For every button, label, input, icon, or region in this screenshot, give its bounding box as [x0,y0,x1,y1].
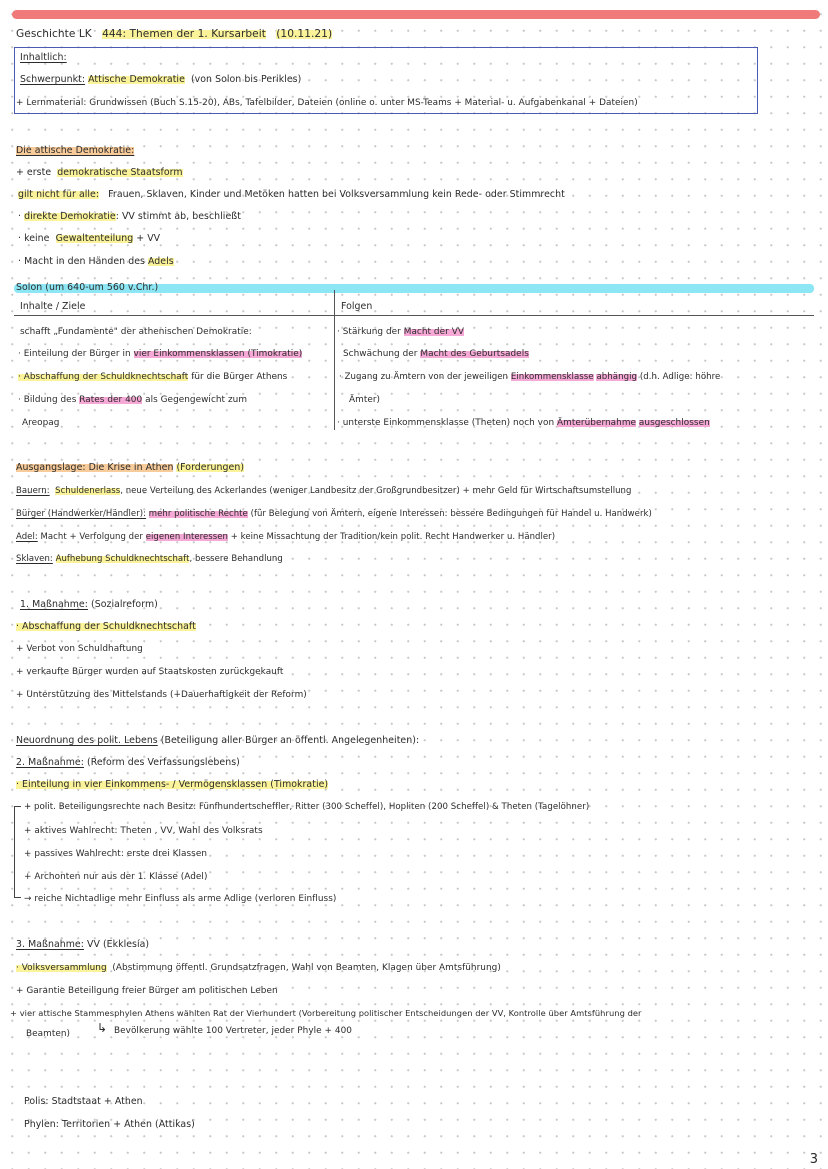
solon-right-r2-pre: Schwächung der [343,349,418,359]
bauern-rest: , neue Verteilung des Ackerlandes (weniger Landbesitz der Großgrundbesitzer) + mehr Geld für Wirtschaftsumstellung [120,486,632,496]
massnahme1-line-2: + Verbot von Schuldhaftung [16,644,143,654]
timokratie-bracket [14,806,21,898]
solon-left-row-3 [18,371,287,383]
massnahme3-l1-rest: (Abstimmung öffentl. Grundsatzfragen, Wahl von Beamten, Klagen über Amtsführung) [112,963,501,973]
header-subject: Geschichte LK [16,28,92,40]
demokratie-l1-pre: + erste [16,167,52,178]
neuordnung-u: Neuordnung des polit. Lebens [16,735,158,746]
top-color-bar [12,10,820,19]
demokratie-l2-rest: Frauen, Sklaven, Kinder und Metöken hatten bei Volksversammlung kein Rede- oder Stimmrecht [108,189,565,200]
demokratie-l3-hl: direkte Demokratie [24,211,116,222]
solon-right-r3-hl2: abhängig [596,372,638,382]
massnahme2-line-2: + polit. Beteiligungsrechte nach Besitz: Fünfhundertscheffler, Ritter (300 Scheffel), Hopliten (200 Scheffel) & Theten (Tagelöhner) [24,802,590,812]
sklaven-rest: , bessere Behandlung [189,554,283,564]
glossar-phylen: Phylen: Territorien + Athen (Attikas) [24,1119,195,1130]
demokratie-l2-hl: gilt nicht für alle: [18,189,100,200]
solon-left-r3-rest: für die Bürger Athens [191,372,288,382]
solon-right-r3-pre: · Zugang zu Ämtern von der jeweiligen [339,372,509,382]
demokratie-heading [16,145,134,157]
buerger-hl: mehr politische Rechte [148,509,248,519]
adel-rest: + keine Missachtung der Tradition/kein polit. Recht Handwerker u. Händler) [230,532,556,542]
ausgang-heading-rest: (Forderungen) [176,462,245,473]
solon-right-r5-pre: · unterste Einkommensklasse (Theten) noch von [337,418,555,428]
massnahme3-heading [16,939,149,951]
sklaven-label: Sklaven: [16,554,53,564]
solon-right-r1-hl: Macht der VV [403,327,464,337]
table-col-right-header: Folgen [341,301,373,312]
massnahme1-heading [20,599,158,611]
solon-right-r3-rest: (d.h. Adlige: höhre [639,372,721,382]
massnahme2-line-6: → reiche Nichtadlige mehr Einfluss als arme Adlige (verloren Einfluss) [24,894,337,904]
demokratie-l4-pre: keine [24,233,50,244]
bauern-hl: Schuldenerlass [55,486,121,496]
focus-rest: (von Solon bis Perikles) [190,74,302,85]
massnahme1-line-4: + Unterstützung des Mittelstands (+Dauerhaftigkeit der Reform) [16,690,307,700]
demokratie-heading-text: Die attische Demokratie: [16,145,135,156]
solon-right-r5-hl1: Ämterübernahme [557,418,637,428]
solon-right-r3-hl1: Einkommensklasse [510,372,594,382]
massnahme2-line-5: + Archonten nur aus der 1. Klasse (Adel) [24,872,208,882]
massnahme2-line-1 [16,779,328,791]
ausgang-heading-hl: Ausgangslage: Die Krise in Athen [16,462,174,473]
demokratie-l3-rest: : VV stimmt ab, beschließt [115,211,241,222]
solon-left-row-4 [18,394,247,406]
table-col-left-header: Inhalte / Ziele [20,301,86,312]
demokratie-l5-pre: Macht in den Händen des [24,256,145,267]
massnahme2-heading-u: 2. Maßnahme: [16,757,84,768]
massnahme1-l1-hl: · Abschaffung der Schuldknechtschaft [16,621,196,632]
solon-left-row-1: schafft „Fundamente" der athenischen Demokratie: [20,327,252,337]
solon-left-r4-rest: als Gegengewicht zum [145,395,248,405]
massnahme2-l6-text: reiche Nichtadlige mehr Einfluss als arme Adlige (verloren Einfluss) [34,894,337,904]
massnahme3-line-4-pre: Beamten) [26,1029,71,1039]
ausgang-adel [16,531,555,543]
demokratie-line-2 [18,189,565,201]
demokratie-line-1 [16,167,183,179]
massnahme3-line-3: + vier attische Stammesphylen Athens wählten Rat der Vierhundert (Vorbereitung politischer Entscheidungen der VV, Kontrolle über Amtsführung der [10,1008,642,1018]
massnahme3-line-4-post: Bevölkerung wählte 100 Vertreter, jeder Phyle + 400 [114,1026,352,1036]
massnahme1-heading-u: 1. Maßnahme: [20,599,88,610]
ausgang-sklaven [16,553,283,565]
demokratie-line-5: · Macht in den Händen des Adels [18,256,174,267]
ausgang-buerger [16,508,652,520]
buerger-label: Bürger (Handwerker/Händler): [16,509,147,519]
massnahme3-l1-hl: · Volksversammlung [16,963,107,973]
demokratie-l4-hl: Gewaltenteilung [55,233,134,244]
solon-right-row-2 [343,348,529,360]
adel-hl: eigenen Interessen [145,532,228,542]
neuordnung-rest: (Beteiligung aller Bürger an öffentl. Angelegenheiten): [160,735,420,746]
massnahme3-line-2: + Garantie Beteiligung freier Bürger am politischen Leben [16,986,278,996]
solon-heading: Solon (um 640-um 560 v.Chr.) [16,282,159,293]
content-heading: Inhaltlich: [20,52,67,63]
ausgang-heading [16,462,244,474]
solon-left-r2-hl: vier Einkommensklassen (Timokratie) [133,349,303,359]
glossar-polis: Polis: Stadtstaat + Athen [24,1096,143,1107]
massnahme3-line-1 [16,962,501,974]
adel-pre: Macht + Verfolgung der [40,532,143,542]
demokratie-l4-rest: + VV [136,233,161,244]
bauern-label: Bauern: [16,486,50,496]
solon-right-row-1 [337,326,464,338]
demokratie-line-4: · keine Gewaltenteilung + VV [18,233,161,244]
page-header [16,28,332,40]
solon-left-r4-pre: · Bildung des [18,395,77,405]
massnahme3-heading-rest: VV (Ekklesía) [86,939,150,950]
header-unit: 444: Themen der 1. Kursarbeit [102,28,266,40]
adel-label: Adel: [16,532,38,542]
massnahme2-l1-hl: · Einteilung in vier Einkommens- / Vermögensklassen (Timokratie) [16,779,329,790]
sklaven-hl: Aufhebung Schuldknechtschaft [55,554,190,564]
solon-right-r1-pre: · Stärkung der [337,327,401,337]
massnahme1-line-1 [16,621,196,633]
buerger-rest: (für Belegung von Ämtern, eigene Interessen: bessere Bedingungen für Handel u. Handwerk) [250,509,652,519]
massnahme1-line-3: + verkaufte Bürger wurden auf Staatskosten zurückgekauft [16,667,284,677]
solon-left-r4-hl: Rates der 400 [79,395,143,405]
page-number: 3 [809,1152,818,1167]
solon-right-r2-hl: Macht des Geburtsadels [420,349,529,359]
massnahme2-heading-rest: (Reform des Verfassungslebens) [86,757,240,768]
table-header-divider [14,315,814,316]
massnahme3-heading-u: 3. Maßnahme: [16,939,84,950]
ausgang-bauern [16,485,631,497]
massnahme2-heading [16,757,240,769]
solon-left-row-5: Areopag [22,418,60,428]
solon-right-row-3 [339,371,720,383]
solon-left-r3-hl: · Abschaffung der Schuldknechtschaft [18,372,189,382]
neuordnung-line [16,735,419,747]
solon-right-r5-hl2: ausgeschlossen [638,418,710,428]
massnahme2-line-3: + aktives Wahlrecht: Theten , VV, Wahl des Volksrats [24,826,263,836]
demokratie-line-3: · direkte Demokratie: VV stimmt ab, beschließt [18,211,241,222]
demokratie-l5-hl: Adels [147,256,174,267]
solon-left-row-2 [18,348,302,360]
demokratie-l1-hl: demokratische Staatsform [57,167,183,178]
material-line: + Lernmaterial: Grundwissen (Buch S.15-20), ABs, Tafelbilder, Dateien (online o. unter MS-Teams + Material- u. Aufgabenkanal + Dateien) [16,98,638,108]
table-column-divider [334,290,335,430]
solon-left-r2-pre: · Einteilung der Bürger in [18,349,131,359]
header-date: (10.11.21) [276,28,333,40]
hook-arrow-icon: ↳ [97,1021,108,1035]
massnahme2-line-4: + passives Wahlrecht: erste drei Klassen [24,849,208,859]
focus-line [20,74,301,86]
focus-label: Schwerpunkt: [20,74,86,85]
massnahme1-heading-rest: (Sozialreform) [90,599,158,610]
focus-highlight: Attische Demokratie [88,74,185,85]
solon-right-row-5 [337,417,710,429]
solon-right-row-4: Ämter) [349,395,381,405]
